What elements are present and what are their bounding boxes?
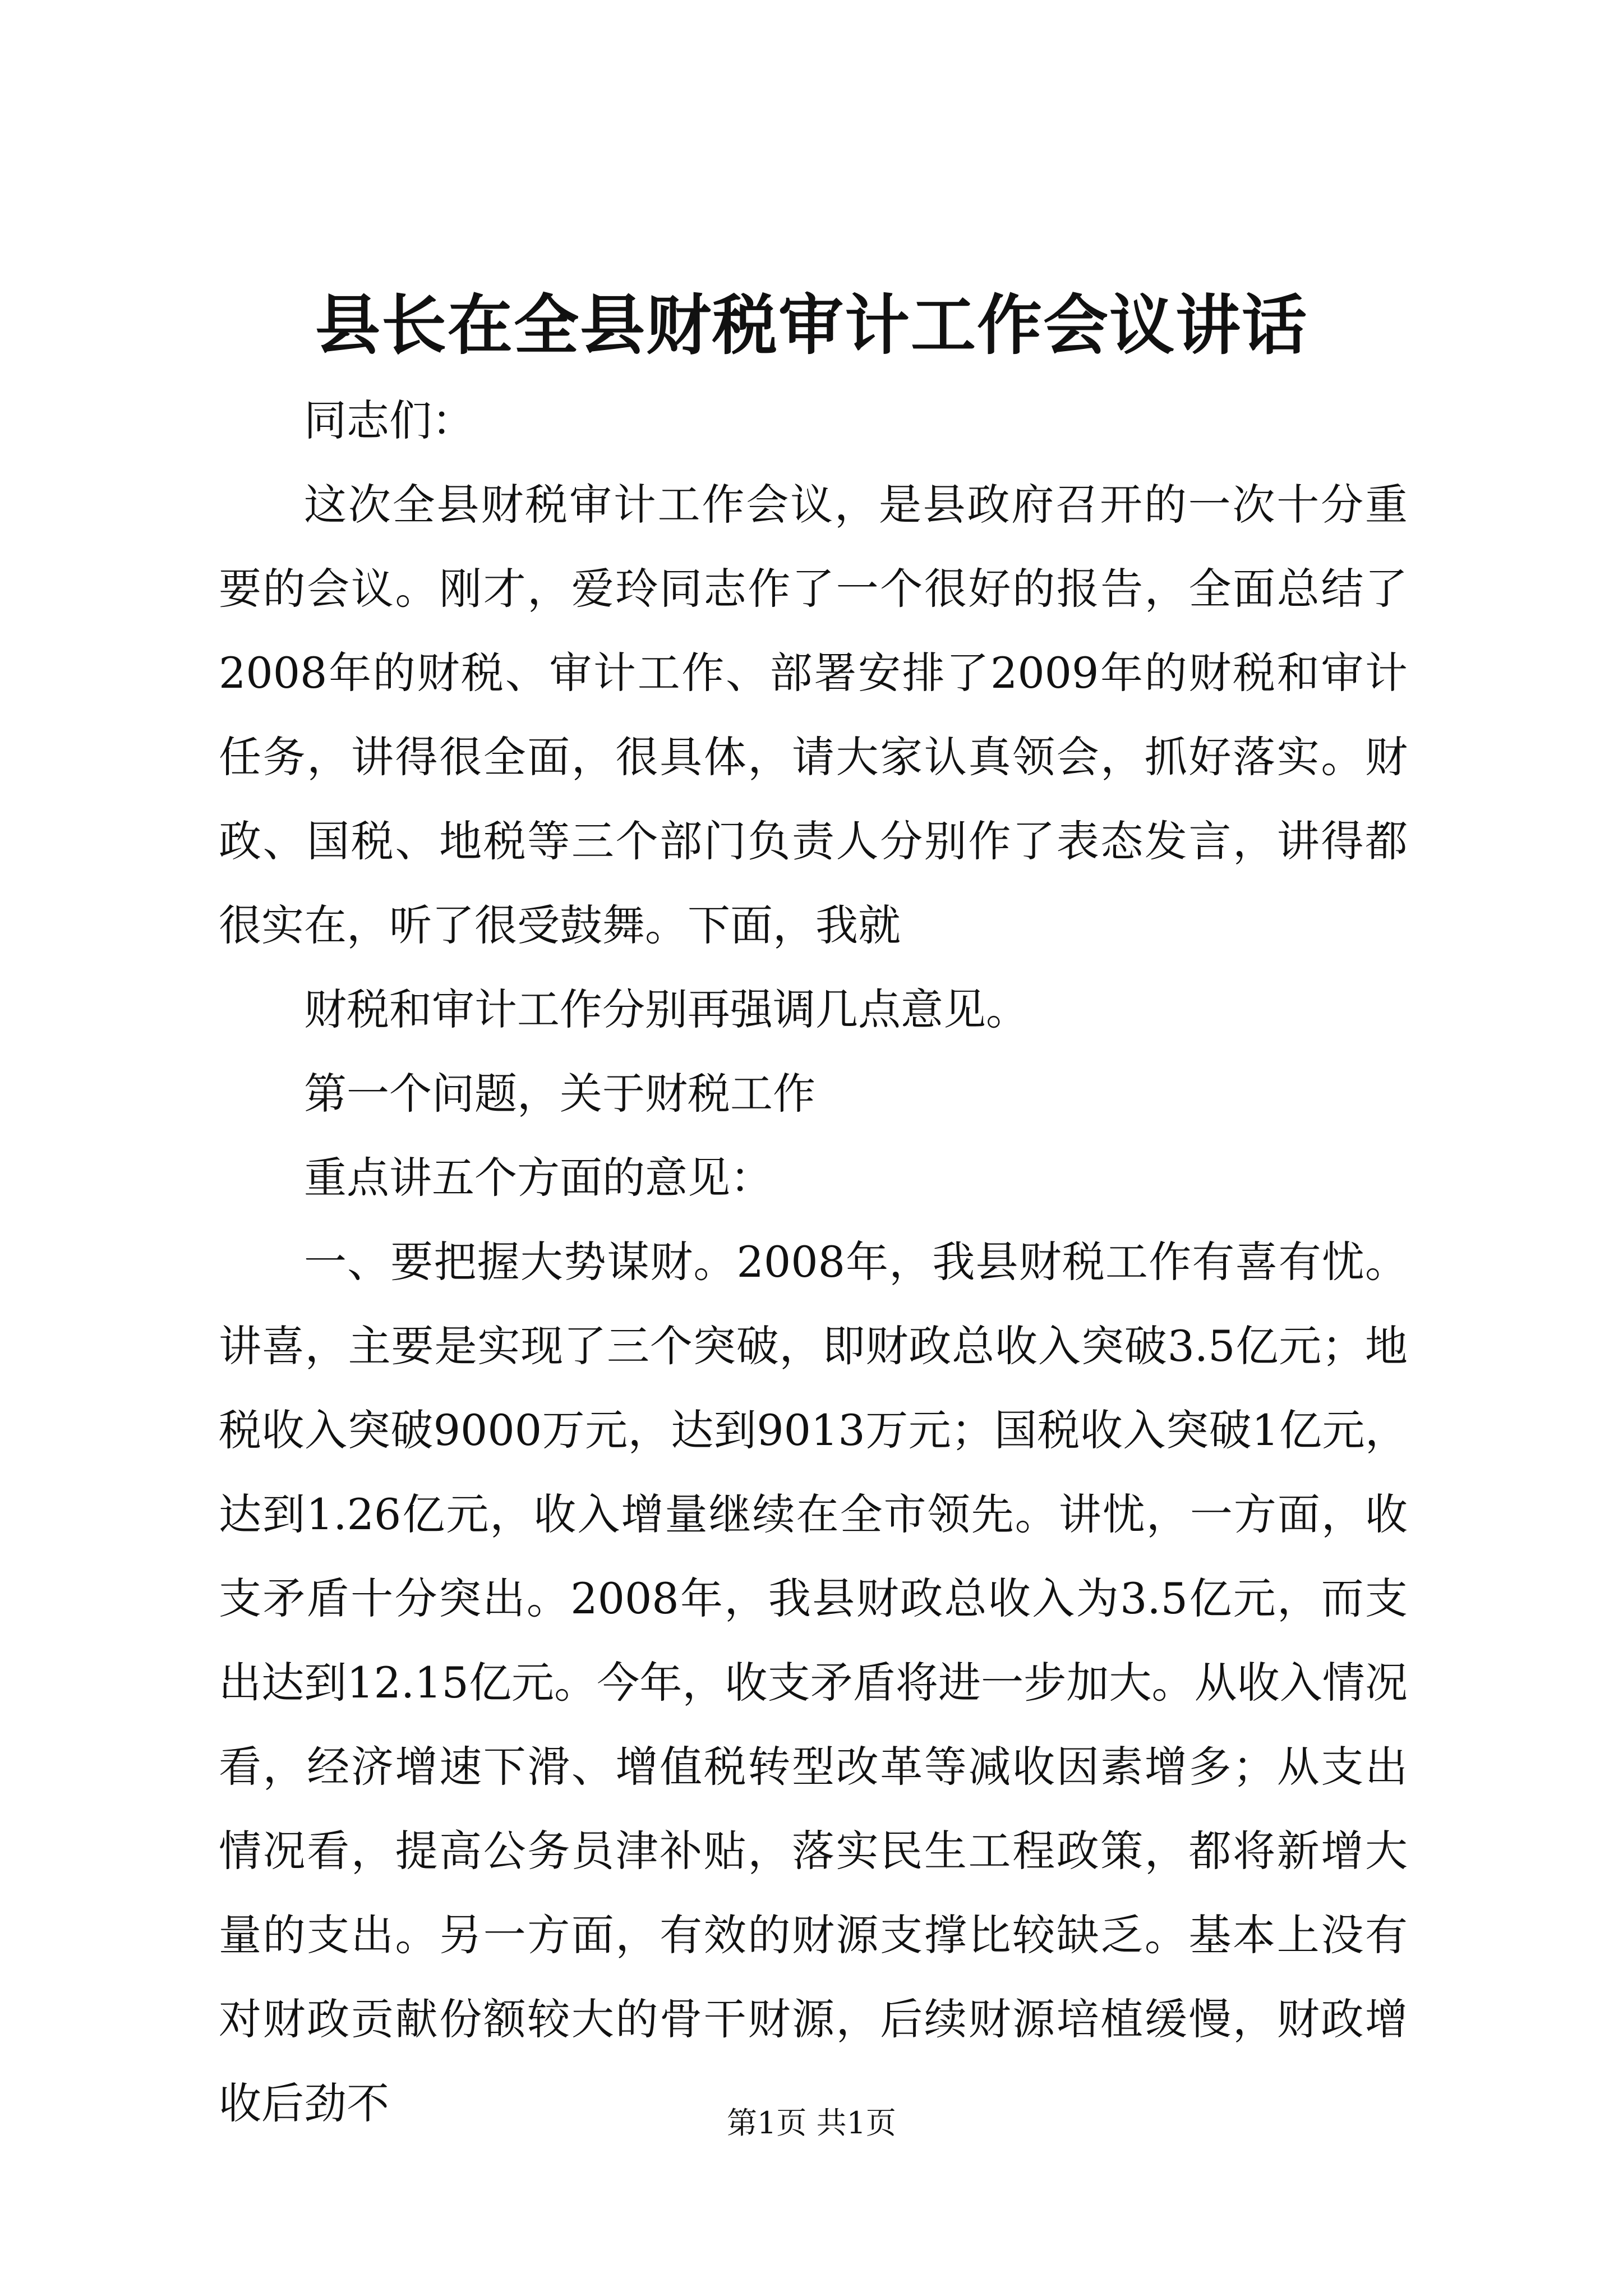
- paragraph-point-one: 一、要把握大势谋财。2008年，我县财税工作有喜有忧。讲喜，主要是实现了三个突破，即财政总收入突破3.5亿元；地税收入突破9000万元，达到9013万元；国税收入突破1亿元，达到1.26亿元，收入增量继续在全市领先。讲忧，一方面，收支矛盾十分突出。2008年，我县财政总收入为3.5亿元，而支出达到12.15亿元。今年，收支矛盾将进一步加大。从收入情况看，经济增速下滑、增值税转型改革等减收因素增多；从支出情况看，提高公务员津补贴，落实民生工程政策，都将新增大量的支出。另一方面，有效的财源支撑比较缺乏。基本上没有对财政贡献份额较大的骨干财源，后续财源培植缓慢，财政增收后劲不: [219, 1237, 1408, 2128]
- paragraph-section-heading: 第一个问题，关于财税工作: [304, 1069, 815, 1119]
- paragraph-section-intro: 重点讲五个方面的意见：: [304, 1153, 773, 1203]
- paragraph-salutation: 同志们：: [304, 395, 474, 445]
- paragraph-transition: 财税和审计工作分别再强调几点意见。: [304, 984, 1029, 1034]
- document-body: [219, 379, 1408, 2146]
- paragraph-opening: 这次全县财税审计工作会议，是县政府召开的一次十分重要的会议。刚才，爱玲同志作了一个很好的报告，全面总结了2008年的财税、审计工作、部署安排了2009年的财税和审计任务，讲得很全面，很具体，请大家认真领会，抓好落实。财政、国税、地税等三个部门负责人分别作了表态发言，讲得都很实在，听了很受鼓舞。下面，我就: [219, 480, 1408, 950]
- page-number-footer: 第1页 共1页: [727, 2105, 896, 2141]
- document-title: 县长在全县财税审计工作会议讲话: [315, 287, 1308, 364]
